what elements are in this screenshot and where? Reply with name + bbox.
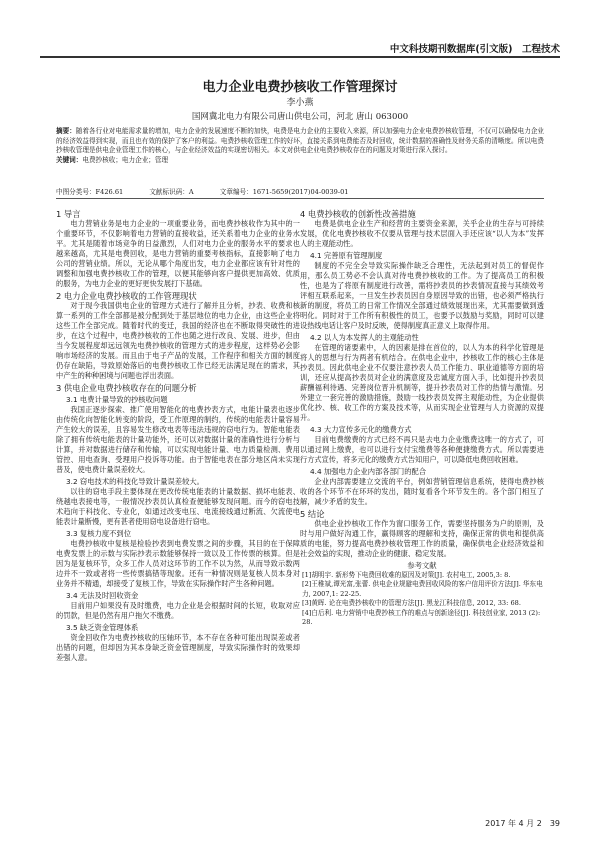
references-heading: 参考文献 bbox=[407, 561, 437, 570]
body-paragraph: 企业内部需要建立交流的平台，例如营销管理信息系统，使得电费抄核收的各个环节不在环环的发出，随时复看各个环节发生的。各个部门相互了解，减少矛盾的发生。 bbox=[300, 477, 544, 506]
subsection-heading: 3.4 无法及时回收资金 bbox=[66, 591, 139, 600]
subsection-heading: 4.3 大力宣传多元化的缴费方式 bbox=[310, 425, 412, 434]
subsection-heading: 4.4 加强电力企业内部各部门的配合 bbox=[310, 467, 427, 476]
body-paragraph: 电力营销业务是电力企业的一项重要业务，而电费抄核收作为其中的一个重要环节，不仅影响着电力营销的直接收益，还关系着电力企业的业务水平。尤其是随着市场竞争的日益激烈，人们对电力企业的服务水平的要求也越来越高，尤其是电费回收，是电力营销的重要考核指标，直接影响了电力公司的营销业绩。所以，无论从哪个角度出发，电力企业都应该有针对性的调整和加强电费抄核收工作的管理，以便其能够向客户提供更加高效、优质的服务，为电力企业的更好更快发展打下基础。 bbox=[56, 219, 300, 288]
subsection-heading: 4.1 完善原有管理制度 bbox=[310, 251, 383, 260]
abstract bbox=[56, 127, 544, 165]
right-column bbox=[300, 207, 544, 800]
author: 李小燕 bbox=[286, 98, 314, 108]
section-heading: 1 导言 bbox=[56, 209, 81, 219]
body-paragraph: 我国正逐步探索、推广使用智能化的电费抄表方式，电能计量表也逐步由传统化向智能化转变的阶段，受工作原理的制约，传统的电能表计量容易产生较大的误差，且容易发生修改电表等违法违规的窃电行为。智能电能表除了拥有传统电能表的计量功能外，还可以对数据计量的准确性进行分析与计算，并对数据进行储存和传输，可以实现电能计量、电力质量检测、费用管控、用电查询、受理用户投诉等功能。由于智能电表在部分地区尚未实现普及，使电费计量误差较大。 bbox=[56, 405, 300, 474]
keywords-label: 关键词： bbox=[56, 155, 83, 164]
body-paragraph: 以往的窃电手段主要体现在更改传统电能表的计量数据、损坏电能表、绕越电表接电等，一般情况抄表员认真检查便能够发现问题。而今的窃电技术趋向于科技化、专业化，如通过改变电压、电流接线通过断流、欠流使电能表计量断慢，更有甚者使用窃电设备进行窃电。 bbox=[56, 487, 300, 526]
body-paragraph: 供电企业抄核收工作作为窗口服务工作，需要坚持服务为户的原则，及时与用户做好沟通工作，赢得顾客的理解和支持，确保正常的供电和提供高质的电能，努力提高电费抄核收管理工作的质量，确保供电企业经济效益和社会效益的实现，推动企业的健康、稳定发展。 bbox=[300, 519, 544, 558]
body-paragraph: 对于现今我国供电企业的管理方式进行了解并且分析，抄表、收费和核算一系列的工作全部都是被分配到处于基层地位的电力企业，由这些企业将这些工作全部完成。随着时代的变迁，我国的经济也在不断取得突破性的进步，在这个过程中，电费抄核收的工作也随之进行改良、发展、进步，但由当今发展程度却远远领先电费抄核收的管理方式的进步程度，这样势必会影响市场经济的发展。而且由于电子产品的发展，工作程序和相关方面的制度仍存在缺陷，导致原始落后的电费抄核收工作已经无法满足现在的需求，其中产生的种种困境与问题也浮出表面。 bbox=[56, 301, 300, 380]
body-paragraph: 在管理的诸要素中，人的因素是排在首位的，以人为本的科学化管理是将人的思想与行为两者有机结合。在供电企业中，抄核收工作的核心主体是抄表员。因此供电企业不仅要注意抄表人员工作能力、职业道德等方面的培训，还应从提高抄表员对企业的满意度及忠诚度方面入手，比如提升抄表员薪酬福利待遇、完善岗位晋升机制等，提升抄表员对工作的热情与激情。另外建立一套完善的激励措施，鼓励一线抄表员发挥主观能动性，为企业提供优化抄、核、收工作的方案及技术等，从而实现企业管理与人力资源的双提升。 bbox=[300, 343, 544, 422]
body-paragraph: 电费是供电企业生产和经营的主要资金来源，关乎企业的生存与可持续发展，优化电费抄核收不仅要从管理与技术层面入手还应该“以人为本”发挥人的主观能动性。 bbox=[300, 219, 544, 248]
subsection-heading: 3.3 复核力度不到位 bbox=[66, 529, 132, 538]
header-rule bbox=[40, 56, 560, 58]
abstract-text: 随着各行业对电能需求量的增加，电力企业的发展速度不断的加快，电费是电力企业的主要收入来源，所以加强电力企业电费抄核收管理，不仅可以确保电力企业的经济效益得到实现，而且也有效的保护了客户的利益。电费抄核收管理工作的好坏，直接关系到电费能否及时回收，统计数据的准确性及财务关系的清晰度。所以电费抄核收管理是供电企业管理工作的核心，与企业经济效益的实现密切相关。本文对供电企业电费抄核收存在的问题及对策进行深入探讨。 bbox=[56, 127, 545, 155]
abstract-label: 摘要： bbox=[56, 127, 76, 135]
reference-item: [4]白后利. 电力营销中电费抄核工作的难点与创新途径[J]. 科技创业家, 2013 (2): 28. bbox=[302, 608, 541, 627]
article-title: 电力企业电费抄核收工作管理探讨 bbox=[202, 80, 398, 95]
reference-item: [2]王稚斌,谭光富,张蕾. 供电企业规避电费回收风险的客户信用评价方法[J]. 华东电力, 2007,1: 22-25. bbox=[302, 580, 543, 598]
running-header: 中文科技期刊数据库(引文版) 工程技术 bbox=[389, 44, 560, 55]
reference-item: [1]胡明宇. 新形势下电费回收难的原因及对策[J]. 农村电工, 2005,3: 8. bbox=[302, 571, 511, 579]
keywords-text: 电费抄核收；电力企业；管理 bbox=[82, 155, 169, 164]
subsection-heading: 3.1 电费计量导致的抄核收问题 bbox=[66, 395, 168, 404]
section-heading: 2 电力企业电费抄核收的工作管理现状 bbox=[56, 291, 197, 301]
body-paragraph: 目前用户如果没有及时缴费，电力企业是会根据时间的长短，收取对应的罚款，但是仍然有用户拖欠不缴费。 bbox=[56, 601, 300, 620]
clc-number: 中图分类号：F426.61 bbox=[56, 188, 124, 196]
subsection-heading: 3.2 窃电技术的科技化导致计量误差较大。 bbox=[66, 477, 204, 486]
page-footer: 2017 年 4 月 2 39 bbox=[485, 819, 560, 828]
body-paragraph: 电费抄核收中复核是检验抄表到电费发票之间的步骤，其目的在于保障电费发票上的示数与实际抄表示数能够保持一致以及工作传票的核算。但是因为是复核环节，众多工作人员对这环节的工作不以为然，从而导致示数两边并不一致或者将一些传票搞错等现象。还有一种情况则是复核人员本身对业务并不精通，却接受了复核工作，导致在实际操作时产生各种问题。 bbox=[56, 539, 300, 588]
section-heading: 3 供电企业电费抄核收存在的问题分析 bbox=[56, 383, 197, 393]
body-paragraph: 目前电费缴费的方式已经不再只是去电力企业缴费这唯一的方式了，可以通过网上缴费，也可以进行支付宝缴费等各种便捷缴费方式。所以需要进行方式宣传，将多元化的缴费方式告知用户，可以降低电费回收困难。 bbox=[300, 435, 544, 464]
article-id: 文章编号：1671-5659(2017)04-0039-01 bbox=[219, 188, 349, 196]
left-column bbox=[56, 207, 300, 800]
subsection-heading: 3.5 缺乏资金管理体系 bbox=[66, 623, 139, 632]
subsection-heading: 4.2 以人为本发挥人的主观能动性 bbox=[310, 333, 419, 342]
article-meta bbox=[56, 186, 544, 196]
body-paragraph: 制度的不完全会导致实际操作缺乏合理性，无法起到对员工的督促作用，那么员工势必不会认真对待电费抄核收的工作。为了提高员工的积极性，也是为了将原有制度进行改善，需将抄表员的抄表情况直接与其绩效考评相互联系起来，一旦发生抄表员因自身原因导致的出错，也必须严格执行新的制度，将员工的日常工作情况全部通过绩效展现出来，尤其需要做到透明化。同时对于工作所有积极性的员工，也要予以鼓励与奖励，同时可以建设热线电话让客户及时反映，使得制度真正意义上取得作用。 bbox=[300, 261, 544, 330]
meta-rule bbox=[56, 198, 544, 199]
document-code: 文献标识码：A bbox=[149, 188, 194, 196]
section-heading: 4 电费抄核收的创新性改善措施 bbox=[300, 209, 416, 219]
body-paragraph: 资金回收作为电费抄核收的压轴环节，本不存在各种可能出现误差或者出错的问题，但却因为其本身缺乏资金管理制度，导致实际操作时的效果却差强人意。 bbox=[56, 633, 300, 662]
affiliation: 国网冀北电力有限公司唐山供电公司，河北 唐山 063000 bbox=[191, 112, 409, 122]
section-heading: 5 结论 bbox=[300, 509, 325, 519]
reference-item: [3]黄晖. 论在电费抄核收中的管理方法[J]. 黑龙江科技信息, 2012, 33: 68. bbox=[302, 599, 521, 608]
